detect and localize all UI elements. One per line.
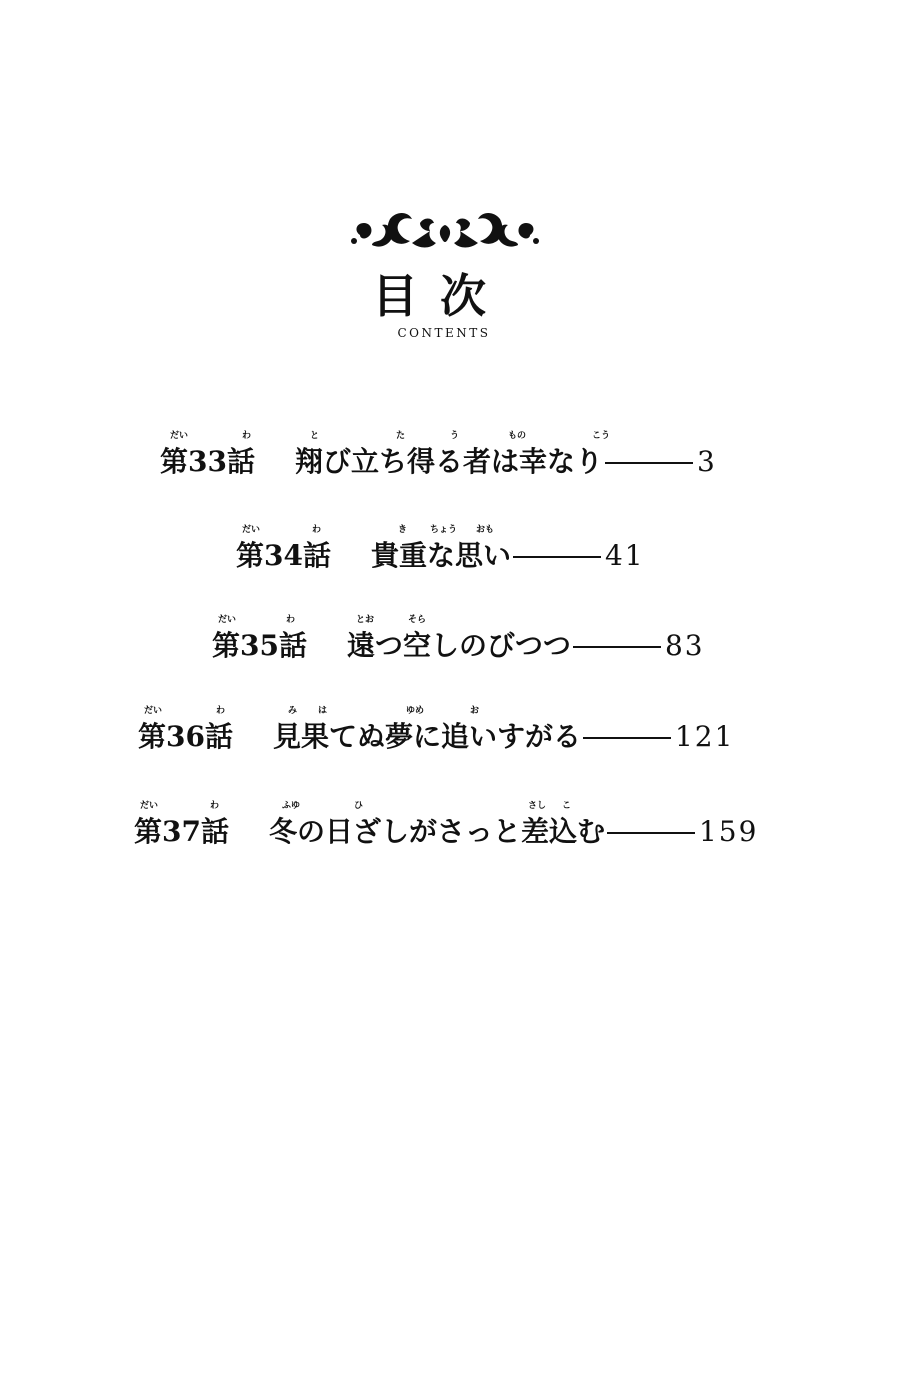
chapter-number: 第35話 xyxy=(212,629,307,662)
ruby-text: と xyxy=(310,431,320,441)
ruby-text: だい xyxy=(170,431,189,441)
ruby-text: ゆめ xyxy=(406,706,425,716)
ruby-text: こう xyxy=(592,431,611,441)
leader-dash xyxy=(607,832,695,834)
ruby-text: お xyxy=(470,706,480,716)
ruby-text: おも xyxy=(476,525,495,535)
ruby-text: だい xyxy=(140,801,159,811)
ruby-text: み xyxy=(288,706,298,716)
ruby-text: だい xyxy=(218,615,237,625)
ruby-text: う xyxy=(450,431,460,441)
page-title: 目次 xyxy=(372,269,508,323)
ruby-text: わ xyxy=(216,706,226,716)
chapter-title: 冬の日ざしがさっと差込む xyxy=(268,815,605,848)
ruby-text: だい xyxy=(242,525,261,535)
page-number: 3 xyxy=(696,445,717,478)
ruby-text: こ xyxy=(562,801,572,811)
ruby-text: き xyxy=(398,525,408,535)
ruby-text: もの xyxy=(508,431,527,441)
ruby-text: わ xyxy=(286,615,296,625)
chapter-number: 第34話 xyxy=(236,539,331,572)
page-number: 41 xyxy=(604,539,645,572)
chapter-number: 第36話 xyxy=(138,720,233,753)
leader-dash xyxy=(573,646,661,648)
chapter-number: 第37話 xyxy=(134,815,229,848)
ruby-text: だい xyxy=(144,706,163,716)
chapter-title: 遠つ空しのびつつ xyxy=(346,629,571,662)
ruby-text: わ xyxy=(242,431,252,441)
ruby-text: は xyxy=(318,706,328,716)
page-subtitle: CONTENTS xyxy=(397,326,491,340)
ruby-text: た xyxy=(396,431,406,441)
ruby-text: とお xyxy=(356,615,375,625)
leader-dash xyxy=(605,462,693,464)
page-number: 83 xyxy=(664,629,705,662)
chapter-title: 貴重な思い xyxy=(370,539,511,572)
ruby-text: ひ xyxy=(354,801,364,811)
leader-dash xyxy=(583,737,671,739)
ruby-text: わ xyxy=(312,525,322,535)
ruby-text: さし xyxy=(528,801,547,811)
chapter-title: 翔び立ち得る者は幸なり xyxy=(294,445,603,478)
chapter-number: 第33話 xyxy=(160,445,255,478)
page-number: 121 xyxy=(674,720,735,753)
page-number: 159 xyxy=(698,815,759,848)
ruby-text: そら xyxy=(408,615,427,625)
leader-dash xyxy=(513,556,601,558)
ruby-text: ちょう xyxy=(430,525,458,535)
ruby-text: ふゆ xyxy=(282,801,301,811)
chapter-title: 見果てぬ夢に追いすがる xyxy=(272,720,581,753)
ruby-text: わ xyxy=(210,801,220,811)
fleuron-ornament-icon xyxy=(350,205,540,257)
